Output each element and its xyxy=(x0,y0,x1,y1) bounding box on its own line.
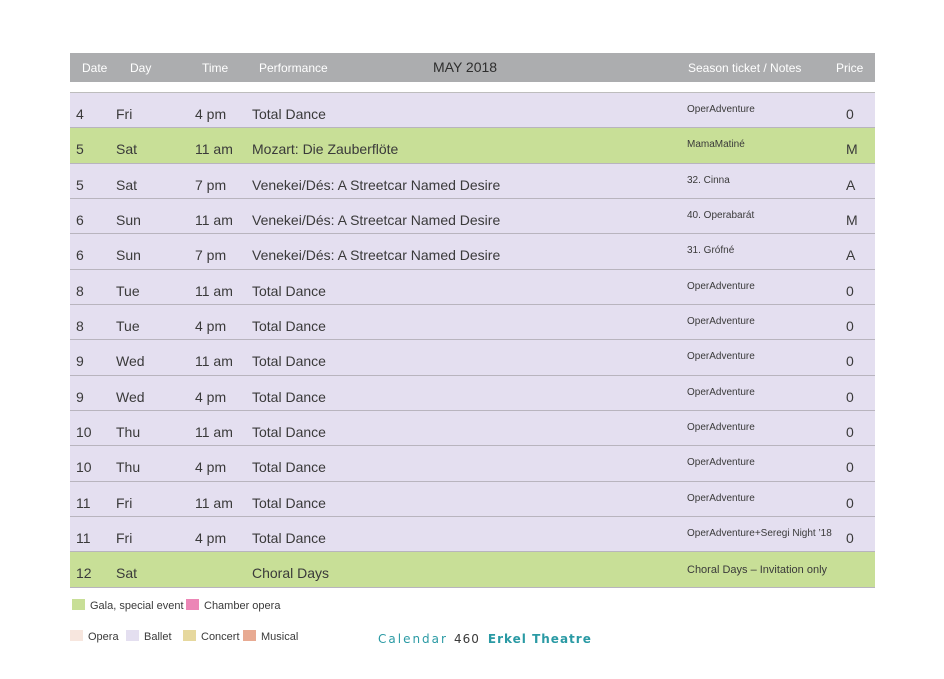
legend-opera xyxy=(70,630,119,643)
cell-date: 4 xyxy=(76,106,84,122)
cell-time: 4 pm xyxy=(195,459,227,476)
header-performance: Performance xyxy=(259,61,328,75)
footer-venue: Erkel Theatre xyxy=(487,632,592,646)
cell-date: 6 xyxy=(76,212,84,229)
cell-notes: OperAdventure xyxy=(687,104,755,115)
cell-price: M xyxy=(846,141,858,158)
month-title: MAY 2018 xyxy=(433,59,498,75)
schedule-table xyxy=(70,93,875,588)
page-number: 460 xyxy=(453,632,480,646)
cell-time: 11 am xyxy=(195,212,233,229)
cell-day: Sun xyxy=(116,212,141,229)
cell-performance: Total Dance xyxy=(252,530,326,547)
cell-time: 7 pm xyxy=(195,176,227,193)
cell-time: 11 am xyxy=(195,424,233,441)
cell-notes: 32. Cinna xyxy=(687,174,730,186)
header-date: Date xyxy=(82,61,108,75)
table-row xyxy=(70,128,875,163)
cell-performance: Total Dance xyxy=(252,318,326,335)
cell-notes: OperAdventure xyxy=(687,351,755,363)
cell-date: 8 xyxy=(76,318,84,335)
legend-concert xyxy=(183,630,240,643)
cell-performance: Total Dance xyxy=(252,388,326,405)
cell-notes: OperAdventure xyxy=(687,422,755,434)
cell-date: 5 xyxy=(76,176,84,193)
cell-performance: Venekei/Dés: A Streetcar Named Desire xyxy=(252,176,501,193)
cell-day: Wed xyxy=(116,388,145,405)
cell-time: 11 am xyxy=(195,141,233,158)
cell-time: 4 pm xyxy=(195,530,227,547)
legend-label: Ballet xyxy=(144,631,172,643)
cell-day: Tue xyxy=(116,282,140,299)
table-row xyxy=(70,517,875,552)
cell-notes: MamaMatiné xyxy=(687,139,745,151)
header-notes: Season ticket / Notes xyxy=(688,61,802,75)
cell-day: Thu xyxy=(116,459,141,476)
cell-notes: OperAdventure xyxy=(687,492,755,504)
legend-label: Gala, special event xyxy=(90,600,184,612)
cell-day: Fri xyxy=(116,494,133,511)
cell-notes: OperAdventure xyxy=(687,316,755,328)
cell-performance: Total Dance xyxy=(252,424,326,441)
legend-label: Musical xyxy=(261,631,299,643)
header-time: Time xyxy=(202,61,229,75)
table-row xyxy=(70,446,875,481)
legend-gala xyxy=(72,599,184,612)
cell-performance: Venekei/Dés: A Streetcar Named Desire xyxy=(252,247,501,264)
cell-performance: Mozart: Die Zauberflöte xyxy=(252,141,399,158)
table-row xyxy=(70,199,875,234)
page-footer xyxy=(378,628,592,647)
cell-price: 0 xyxy=(846,282,854,299)
cell-day: Fri xyxy=(116,530,133,547)
cell-day: Wed xyxy=(116,353,145,370)
table-row xyxy=(70,93,875,128)
table-row xyxy=(70,482,875,517)
cell-date: 12 xyxy=(76,565,92,582)
header-price: Price xyxy=(836,61,864,75)
cell-day: Thu xyxy=(116,424,141,441)
legend-swatch-opera xyxy=(70,630,83,641)
cell-date: 11 xyxy=(76,530,91,547)
cell-date: 6 xyxy=(76,247,84,264)
legend-label: Opera xyxy=(88,631,119,643)
cell-performance: Choral Days xyxy=(252,565,330,582)
cell-price: A xyxy=(846,176,856,193)
cell-notes: 31. Grófné xyxy=(687,245,735,257)
cell-date: 5 xyxy=(76,141,84,158)
cell-notes: OperAdventure+Seregi Night ’18 xyxy=(687,528,832,540)
cell-day: Sun xyxy=(116,247,141,264)
cell-day: Fri xyxy=(116,106,133,122)
legend-swatch-concert xyxy=(183,630,196,641)
cell-date: 8 xyxy=(76,282,84,299)
cell-time: 11 am xyxy=(195,282,233,299)
legend-swatch-gala xyxy=(72,599,85,610)
cell-time: 7 pm xyxy=(195,247,227,264)
cell-price: 0 xyxy=(846,494,854,511)
cell-performance: Venekei/Dés: A Streetcar Named Desire xyxy=(252,212,501,229)
cell-price: 0 xyxy=(846,106,854,122)
table-row xyxy=(70,552,875,587)
legend-musical xyxy=(243,630,298,643)
cell-day: Sat xyxy=(116,565,138,582)
table-row xyxy=(70,164,875,199)
table-row xyxy=(70,270,875,305)
cell-date: 9 xyxy=(76,353,84,370)
legend-label: Concert xyxy=(201,631,240,643)
cell-date: 11 xyxy=(76,494,91,511)
footer-section: Calendar xyxy=(378,632,448,646)
table-row xyxy=(70,376,875,411)
cell-time: 4 pm xyxy=(195,388,227,405)
legend-swatch-chamber xyxy=(186,599,199,610)
cell-performance: Total Dance xyxy=(252,282,326,299)
cell-price: 0 xyxy=(846,353,854,370)
cell-notes: OperAdventure xyxy=(687,280,755,292)
legend-swatch-musical xyxy=(243,630,256,641)
cell-time: 4 pm xyxy=(195,318,227,335)
cell-price: M xyxy=(846,212,858,229)
cell-performance: Total Dance xyxy=(252,459,326,476)
table-row xyxy=(70,234,875,269)
cell-day: Sat xyxy=(116,176,138,193)
cell-price: 0 xyxy=(846,530,854,547)
cell-date: 10 xyxy=(76,459,92,476)
table-row xyxy=(70,340,875,375)
cell-day: Sat xyxy=(116,141,138,158)
cell-notes: Choral Days – Invitation only xyxy=(687,564,828,577)
cell-price: 0 xyxy=(846,459,854,476)
cell-date: 9 xyxy=(76,388,84,405)
cell-notes: OperAdventure xyxy=(687,457,755,469)
table-header xyxy=(70,53,875,82)
legend-label: Chamber opera xyxy=(204,600,281,612)
table-row xyxy=(70,305,875,340)
cell-price: 0 xyxy=(846,424,854,441)
cell-performance: Total Dance xyxy=(252,353,326,370)
legend-ballet xyxy=(126,630,172,643)
cell-price: A xyxy=(846,247,856,264)
cell-performance: Total Dance xyxy=(252,494,326,511)
table-row xyxy=(70,411,875,446)
legend-chamber-opera xyxy=(186,599,280,612)
cell-day: Tue xyxy=(116,318,140,335)
cell-notes: 40. Operabarát xyxy=(687,210,755,222)
cell-price: 0 xyxy=(846,388,854,405)
cell-price: 0 xyxy=(846,318,854,335)
cell-performance: Total Dance xyxy=(252,106,326,122)
cell-notes: OperAdventure xyxy=(687,386,755,398)
cell-date: 10 xyxy=(76,424,92,441)
cell-time: 11 am xyxy=(195,353,233,370)
header-day: Day xyxy=(130,61,152,75)
cell-time: 4 pm xyxy=(195,106,227,122)
legend-swatch-ballet xyxy=(126,630,139,641)
cell-time: 11 am xyxy=(195,494,233,511)
